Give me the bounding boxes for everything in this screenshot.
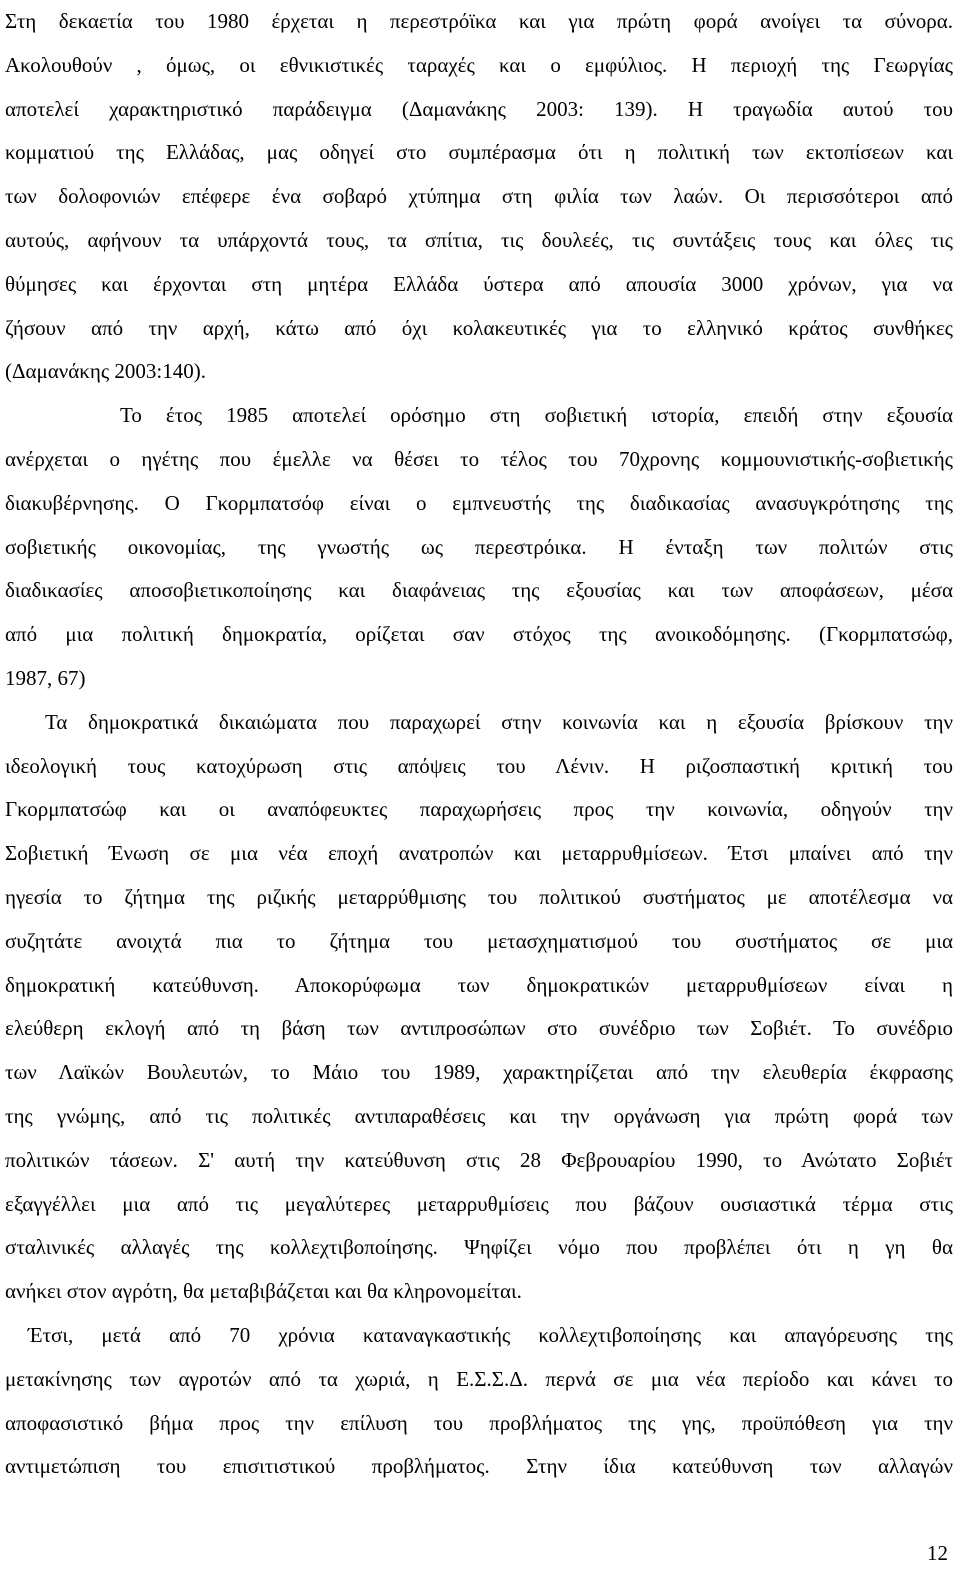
- text-line: Στη δεκαετία του 1980 έρχεται η περεστρόϊκα και για πρώτη φορά ανοίγει τα σύνορα.: [5, 9, 953, 33]
- text-line: 1987, 67): [5, 665, 86, 690]
- text-line: μετακίνησης των αγροτών από τα χωριά, η Ε.Σ.Σ.Δ. περνά σε μια νέα περίοδο και κάνει το: [5, 1366, 953, 1391]
- text-line: Σοβιετική Ένωση σε μια νέα εποχή ανατροπών και μεταρρυθμίσεων. Έτσι μπαίνει από την: [5, 841, 953, 866]
- text-line: ανέρχεται ο ηγέτης που έμελλε να θέσει το τέλος του 70χρονης κομμουνιστικής-σοβιετικής: [5, 446, 953, 471]
- text-line: συζητάτε ανοιχτά πια το ζήτημα του μετασχηματισμού του συστήματος σε μια: [5, 928, 953, 953]
- text-line: των Λαϊκών Βουλευτών, το Μάιο του 1989, χαρακτηρίζεται από την ελευθερία έκφρασης: [5, 1060, 953, 1085]
- text-line: δημοκρατική κατεύθυνση. Αποκορύφωμα των δημοκρατικών μεταρρυθμίσεων είναι η: [5, 972, 953, 997]
- text-line: σταλινικές αλλαγές της κολλεχτιβοποίησης. Ψηφίζει νόμο που προβλέπει ότι η γη θα: [5, 1235, 953, 1260]
- text-line: ελεύθερη εκλογή από τη βάση των αντιπροσώπων στο συνέδριο των Σοβιέτ. Το συνέδριο: [5, 1016, 953, 1041]
- text-line: διαδικασίες αποσοβιετικοποίησης και διαφάνειας της εξουσίας και των αποφάσεων, μέσα: [5, 578, 953, 603]
- text-line: ανήκει στον αγρότη, θα μεταβιβάζεται και θα κληρονομείται.: [5, 1279, 522, 1304]
- paragraph-start-line: Έτσι, μετά από 70 χρόνια καταναγκαστικής κολλεχτιβοποίησης και απαγόρευσης της: [28, 1322, 953, 1347]
- text-line: Γκορμπατσώφ και οι αναπόφευκτες παραχωρήσεις προς την κοινωνία, οδηγούν την: [5, 797, 953, 822]
- text-line: διακυβέρνησης. Ο Γκορμπατσόφ είναι ο εμπνευστής της διαδικασίας ανασυγκρότησης της: [5, 490, 953, 515]
- text-line: πολιτικών τάσεων. Σ' αυτή την κατεύθυνση στις 28 Φεβρουαρίου 1990, το Ανώτατο Σοβιέτ: [5, 1147, 953, 1172]
- text-line: εξαγγέλλει μια από τις μεγαλύτερες μεταρρυθμίσεις που βάζουν ουσιαστικά τέρμα στις: [5, 1191, 953, 1216]
- text-line: της γνώμης, από τις πολιτικές αντιπαραθέσεις και την οργάνωση για πρώτη φορά των: [5, 1103, 953, 1128]
- text-line: ιδεολογική τους κατοχύρωση στις απόψεις του Λένιν. Η ριζοσπαστική κριτική του: [5, 753, 953, 778]
- text-line: σοβιετικής οικονομίας, της γνωστής ως περεστρόικα. Η ένταξη των πολιτών στις: [5, 534, 953, 559]
- text-line: από μια πολιτική δημοκρατία, ορίζεται σαν στόχος της ανοικοδόμησης. (Γκορμπατσώφ,: [5, 622, 953, 647]
- text-line: αποφασιστικό βήμα προς την επίλυση του προβλήματος της γης, προϋπόθεση για την: [5, 1410, 953, 1435]
- text-line: Ακολουθούν , όμως, οι εθνικιστικές ταραχές και ο εμφύλιος. Η περιοχή της Γεωργίας: [5, 52, 953, 77]
- paragraph-start-line: Τα δημοκρατικά δικαιώματα που παραχωρεί στην κοινωνία και η εξουσία βρίσκουν την: [45, 709, 953, 734]
- text-line: (Δαμανάκης 2003:140).: [5, 359, 206, 384]
- page-number: 12: [927, 1541, 948, 1565]
- text-line: των δολοφονιών επέφερε ένα σοβαρό χτύπημα στη φιλία των λαών. Οι περισσότεροι από: [5, 184, 953, 209]
- body-text: [5, 0, 953, 1489]
- text-line: αυτούς, αφήνουν τα υπάρχοντά τους, τα σπίτια, τις δουλεές, τις συντάξεις τους και όλες τις: [5, 227, 953, 252]
- paragraph-start-line: Το έτος 1985 αποτελεί ορόσημο στη σοβιετική ιστορία, επειδή στην εξουσία: [120, 403, 953, 428]
- text-line: ζήσουν από την αρχή, κάτω από όχι κολακευτικές για το ελληνικό κράτος συνθήκες: [5, 315, 953, 340]
- text-line: αποτελεί χαρακτηριστικό παράδειγμα (Δαμανάκης 2003: 139). Η τραγωδία αυτού του: [5, 96, 953, 121]
- text-line: θύμησες και έρχονται στη μητέρα Ελλάδα ύστερα από απουσία 3000 χρόνων, για να: [5, 271, 953, 296]
- text-line: κομματιού της Ελλάδας, μας οδηγεί στο συμπέρασμα ότι η πολιτική των εκτοπίσεων και: [5, 140, 953, 165]
- text-line: αντιμετώπιση του επισιτιστικού προβλήματος. Στην ίδια κατεύθυνση των αλλαγών: [5, 1454, 953, 1479]
- text-line: ηγεσία το ζήτημα της ριζικής μεταρρύθμισης του πολιτικού συστήματος με αποτέλεσμα να: [5, 884, 953, 909]
